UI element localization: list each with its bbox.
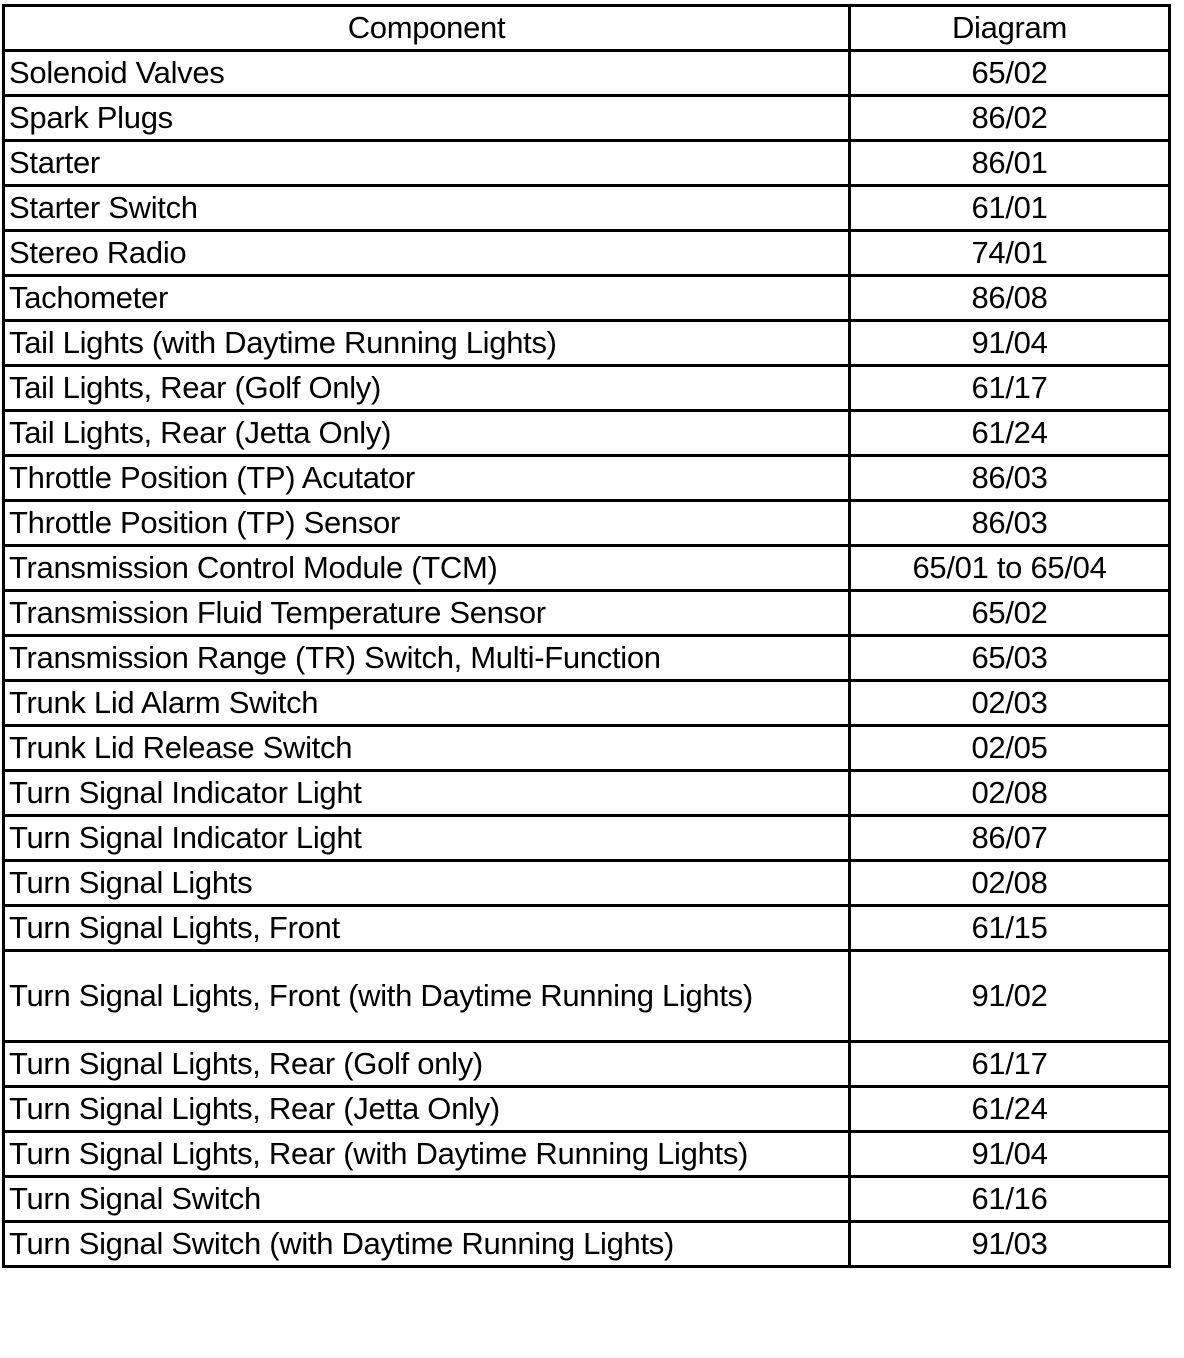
table-row <box>4 96 1170 141</box>
table-row <box>4 546 1170 591</box>
component-cell: Turn Signal Switch (with Daytime Running Lights) <box>4 1222 850 1267</box>
diagram-cell: 65/01 to 65/04 <box>850 546 1170 591</box>
table-row <box>4 1087 1170 1132</box>
diagram-cell: 65/02 <box>850 51 1170 96</box>
component-cell: Turn Signal Indicator Light <box>4 771 850 816</box>
table-row <box>4 726 1170 771</box>
component-cell: Turn Signal Lights, Rear (Jetta Only) <box>4 1087 850 1132</box>
diagram-cell: 91/03 <box>850 1222 1170 1267</box>
component-cell: Tail Lights (with Daytime Running Lights) <box>4 321 850 366</box>
table-row <box>4 51 1170 96</box>
table-row <box>4 231 1170 276</box>
diagram-cell: 86/03 <box>850 501 1170 546</box>
diagram-cell: 86/01 <box>850 141 1170 186</box>
diagram-cell: 02/08 <box>850 861 1170 906</box>
diagram-cell: 61/01 <box>850 186 1170 231</box>
component-cell: Stereo Radio <box>4 231 850 276</box>
component-cell: Tail Lights, Rear (Golf Only) <box>4 366 850 411</box>
table-row <box>4 1042 1170 1087</box>
diagram-cell: 65/02 <box>850 591 1170 636</box>
diagram-cell: 02/08 <box>850 771 1170 816</box>
table-row <box>4 186 1170 231</box>
diagram-cell: 86/07 <box>850 816 1170 861</box>
table-row <box>4 366 1170 411</box>
table-row <box>4 456 1170 501</box>
table-row <box>4 636 1170 681</box>
component-diagram-table-wrapper <box>2 4 1168 1268</box>
component-cell: Spark Plugs <box>4 96 850 141</box>
diagram-cell: 02/05 <box>850 726 1170 771</box>
diagram-cell: 86/03 <box>850 456 1170 501</box>
component-cell: Transmission Range (TR) Switch, Multi-Function <box>4 636 850 681</box>
table-row <box>4 276 1170 321</box>
table-row <box>4 501 1170 546</box>
table-row <box>4 1177 1170 1222</box>
diagram-cell: 65/03 <box>850 636 1170 681</box>
diagram-cell: 61/16 <box>850 1177 1170 1222</box>
diagram-cell: 91/04 <box>850 1132 1170 1177</box>
diagram-cell: 61/17 <box>850 366 1170 411</box>
table-row <box>4 816 1170 861</box>
component-cell: Tail Lights, Rear (Jetta Only) <box>4 411 850 456</box>
component-cell: Transmission Control Module (TCM) <box>4 546 850 591</box>
diagram-cell: 91/02 <box>850 951 1170 1042</box>
table-row <box>4 951 1170 1042</box>
component-cell: Turn Signal Lights, Front (with Daytime Running Lights) <box>4 951 850 1042</box>
component-cell: Solenoid Valves <box>4 51 850 96</box>
diagram-cell: 02/03 <box>850 681 1170 726</box>
table-row <box>4 141 1170 186</box>
table-row <box>4 681 1170 726</box>
table-row <box>4 1132 1170 1177</box>
diagram-cell: 61/24 <box>850 1087 1170 1132</box>
table-row <box>4 771 1170 816</box>
diagram-cell: 86/02 <box>850 96 1170 141</box>
component-cell: Tachometer <box>4 276 850 321</box>
component-cell: Turn Signal Lights, Rear (Golf only) <box>4 1042 850 1087</box>
header-row <box>4 6 1170 51</box>
diagram-cell: 91/04 <box>850 321 1170 366</box>
component-cell: Trunk Lid Alarm Switch <box>4 681 850 726</box>
component-cell: Turn Signal Indicator Light <box>4 816 850 861</box>
component-cell: Starter <box>4 141 850 186</box>
diagram-cell: 86/08 <box>850 276 1170 321</box>
table-row <box>4 861 1170 906</box>
table-row <box>4 906 1170 951</box>
table-row <box>4 411 1170 456</box>
header-diagram: Diagram <box>850 6 1170 51</box>
diagram-cell: 61/24 <box>850 411 1170 456</box>
component-cell: Starter Switch <box>4 186 850 231</box>
component-cell: Turn Signal Lights, Front <box>4 906 850 951</box>
table-row <box>4 591 1170 636</box>
table-row <box>4 1222 1170 1267</box>
header-component: Component <box>4 6 850 51</box>
component-cell: Turn Signal Lights <box>4 861 850 906</box>
diagram-cell: 61/15 <box>850 906 1170 951</box>
diagram-cell: 74/01 <box>850 231 1170 276</box>
component-cell: Turn Signal Lights, Rear (with Daytime Running Lights) <box>4 1132 850 1177</box>
component-diagram-table <box>2 4 1171 1268</box>
component-cell: Throttle Position (TP) Acutator <box>4 456 850 501</box>
diagram-cell: 61/17 <box>850 1042 1170 1087</box>
component-cell: Turn Signal Switch <box>4 1177 850 1222</box>
component-cell: Throttle Position (TP) Sensor <box>4 501 850 546</box>
table-row <box>4 321 1170 366</box>
component-cell: Trunk Lid Release Switch <box>4 726 850 771</box>
component-cell: Transmission Fluid Temperature Sensor <box>4 591 850 636</box>
